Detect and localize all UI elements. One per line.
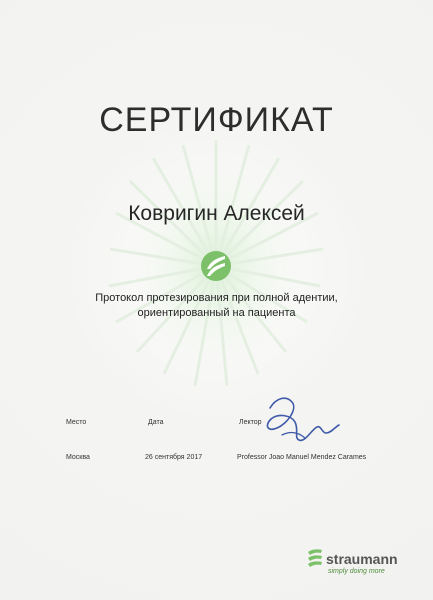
lecturer-label: Лектор	[239, 419, 262, 426]
course-title	[20, 291, 413, 321]
straumann-logo	[306, 548, 418, 588]
course-title-line-2: ориентированный на пациента	[137, 307, 296, 319]
straumann-logo-icon	[306, 548, 324, 568]
place-value: Москва	[66, 454, 90, 461]
straumann-emblem-icon	[201, 251, 231, 281]
date-label: Дата	[148, 419, 164, 426]
date-value: 26 сентября 2017	[145, 454, 203, 461]
place-label: Место	[66, 419, 87, 426]
signature-icon	[238, 388, 358, 460]
certificate-title: СЕРТИФИКАТ	[99, 101, 334, 139]
course-title-line-1: Протокол протезирования при полной адентии,	[95, 292, 338, 304]
lecturer-name: Professor Joao Manuel Mendez Carames	[237, 454, 367, 461]
sunburst-background	[106, 128, 326, 408]
participant-name: Ковригин Алексей	[128, 202, 305, 225]
logo-wordmark: straumann	[326, 551, 398, 567]
logo-tagline: simply doing more	[328, 568, 385, 575]
